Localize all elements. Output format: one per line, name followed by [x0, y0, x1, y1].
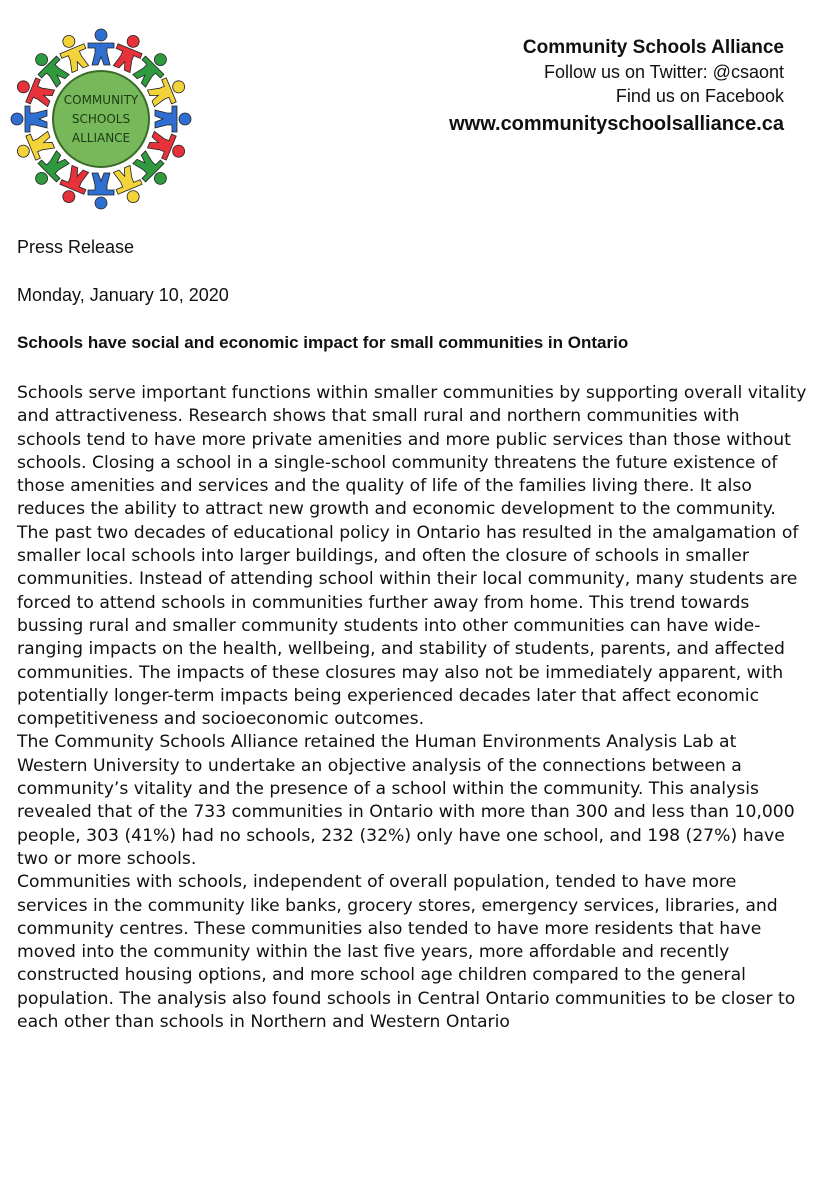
logo-text-line-1: COMMUNITY [63, 93, 139, 107]
logo-person-figure [88, 173, 114, 209]
logo-person-figure [146, 128, 189, 166]
logo-person-figure [55, 164, 93, 207]
headline: Schools have social and economic impact for small communities in Ontario [17, 333, 629, 352]
paragraph: Schools serve important functions within smaller communities by supporting overall vitality and attractiveness. Research shows that small rural and northern communities with schools tend to have more private amenities and more public services than those without schools. Closing a school in a single-school community threatens the future existence of those amenities and services and the quality of life of the families living there. It also reduces the ability to attract new growth and economic development to the community. [17, 383, 807, 520]
release-date: Monday, January 10, 2020 [17, 285, 229, 305]
logo-person-figure [13, 128, 56, 166]
twitter-handle[interactable]: Follow us on Twitter: @csaont [543, 62, 784, 82]
press-release-label: Press Release [17, 237, 135, 257]
logo-person-figure [110, 164, 148, 207]
paragraph: Communities with schools, independent of overall population, tended to have more services in the community like banks, grocery stores, emergency services, libraries, and community centres. These communities also tended to have more residents that have moved into the community within the last five years, more affordable and recently constructed housing options, and more school age children compared to the general population. The analysis also found schools in Central Ontario communities to be closer to each other than schools in Northern and Western Ontario [17, 872, 796, 1033]
facebook-link[interactable]: Find us on Facebook [615, 86, 784, 106]
organization-name: Community Schools Alliance [522, 37, 784, 58]
logo-person-figure [13, 73, 56, 111]
logo-text-line-3: ALLIANCE [71, 131, 131, 145]
paragraph: The Community Schools Alliance retained the Human Environments Analysis Lab at Western University to undertake an objective analysis of the connections between a community’s vitality and the presence of a school within the community. This analysis revealed that of the 733 communities in Ontario with more than 300 and less than 10,000 people, 303 (41%) had no schools, 232 (32%) only have one school, and 198 (27%) have two or more schools. [17, 732, 795, 869]
community-schools-alliance-logo [8, 26, 194, 212]
logo-person-figure [55, 31, 93, 74]
website-link[interactable]: www.communityschoolsalliance.ca [449, 113, 784, 135]
logo-person-figure [88, 29, 114, 65]
logo-person-figure [155, 106, 191, 132]
organization-header [449, 36, 784, 138]
logo-person-figure [110, 31, 148, 74]
paragraph: The past two decades of educational policy in Ontario has resulted in the amalgamation of smaller local schools into larger buildings, and often the closure of schools in smaller communities. Instead of attending school within their local community, many students are forced to attend schools in communities further away from home. This trend towards bussing rural and smaller community students into other communities can have wide-ranging impacts on the health, wellbeing, and stability of students, parents, and affected communities. The impacts of these closures may also not be immediately apparent, with potentially longer-term impacts being experienced decades later that affect economic competitiveness and socioeconomic outcomes. [17, 522, 799, 730]
press-release-body [17, 382, 807, 1034]
logo-graphic [8, 26, 194, 212]
logo-person-figure [11, 106, 47, 132]
logo-text-line-2: SCHOOLS [71, 112, 131, 126]
logo-person-figure [146, 73, 189, 111]
